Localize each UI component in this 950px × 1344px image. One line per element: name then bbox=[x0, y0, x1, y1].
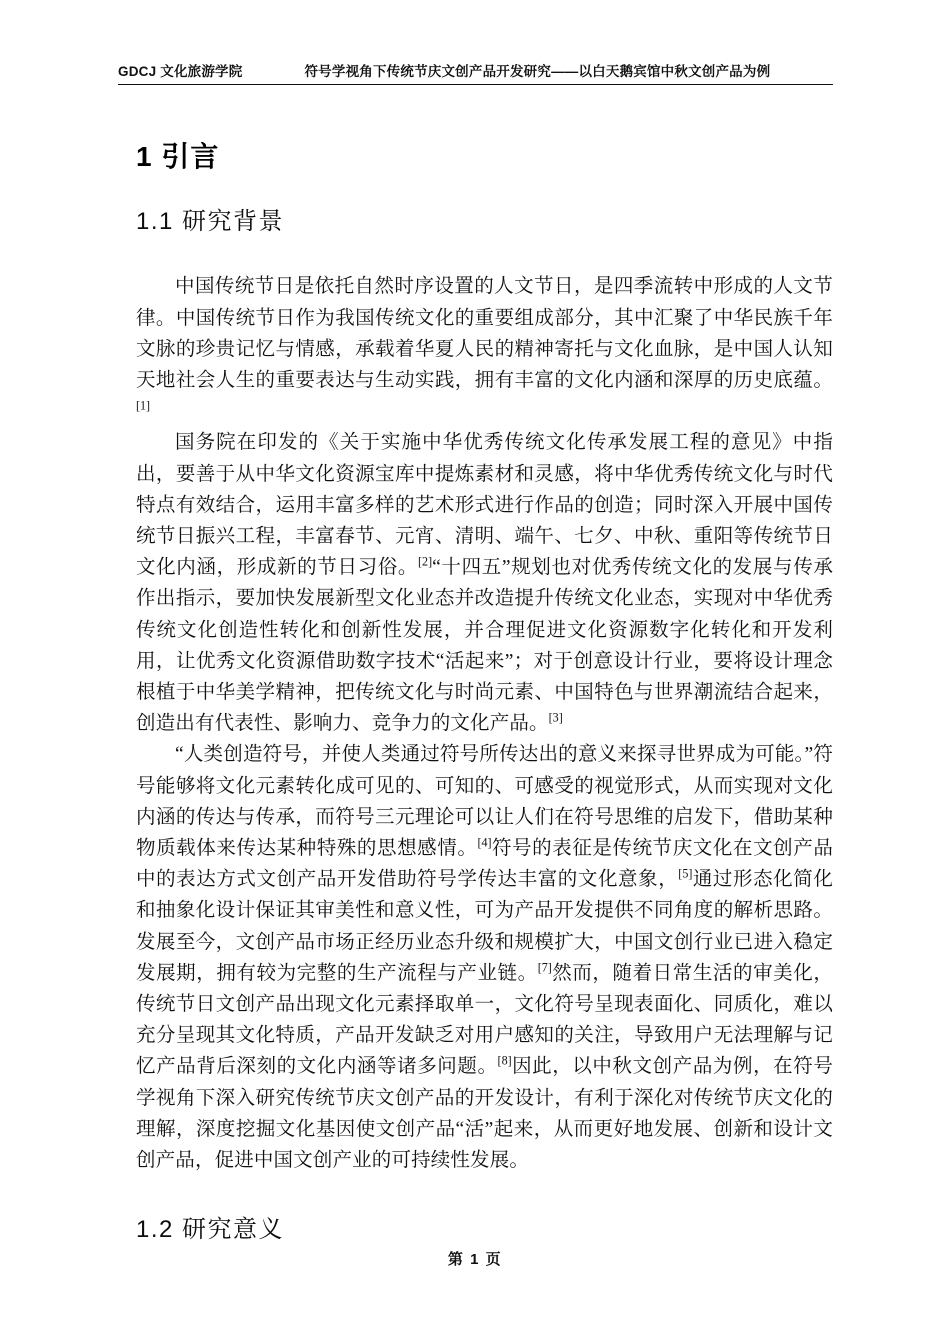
paragraph-3-segment-3: 通过形态化简化和抽象化设计保证其审美性和意义性，可为产品开发提供不同角度的解析思路。发展至今，文创产品市场正经历业态升级和规模扩大，中国文创行业已进入稳定发展期，拥有较为完整的生产流程与产业链。 bbox=[136, 869, 833, 984]
section-heading-1-2: 1.2 研究意义 bbox=[136, 1216, 285, 1244]
paragraph-3 bbox=[136, 739, 833, 1176]
header-institution: GDCJ 文化旅游学院 bbox=[118, 64, 243, 79]
paragraph-3-segment-2: 符号的表征是传统节庆文化在文创产品中的表达方式文创产品开发借助符号学传达丰富的文化意象， bbox=[136, 838, 833, 891]
citation-ref-4: [4] bbox=[477, 835, 492, 850]
spacer-after-chapter bbox=[136, 174, 833, 208]
paragraph-2-segment-2: “十四五”规划也对优秀传统文化的发展与传承作出指示，要加快发展新型文化业态并改造提升传统文化业态，实现对中华优秀传统文化创造性转化和创新性发展，并合理促进文化资源数字化转化和开发利用，让优秀文化资源借助数字技术“活起来”；对于创意设计行业，要将设计理念根植于中华美学精神，把传统文化与时尚元素、中国特色与世界潮流结合起来，创造出有代表性、影响力、竞争力的文化产品。 bbox=[136, 557, 833, 735]
citation-ref-3: [3] bbox=[548, 710, 563, 725]
chapter-heading: 1 引言 bbox=[136, 141, 220, 172]
paragraph-2-segment-1: 国务院在印发的《关于实施中华优秀传统文化传承发展工程的意见》中指出，要善于从中华文化资源宝库中提炼素材和灵感，将中华优秀传统文化与时代特点有效结合，运用丰富多样的艺术形式进行作品的创造；同时深入开展中国传统节日振兴工程，丰富春节、元宵、清明、端午、七夕、中秋、重阳等传统节日文化内涵，形成新的节日习俗。 bbox=[136, 432, 833, 579]
spacer-before-section-1-2 bbox=[136, 1176, 833, 1216]
header-thesis-title: 符号学视角下传统节庆文创产品开发研究——以白天鹅宾馆中秋文创产品为例 bbox=[304, 64, 771, 79]
section-heading-1-1: 1.1 研究背景 bbox=[136, 207, 285, 235]
paragraph-1-text: 中国传统节日是依托自然时序设置的人文节日，是四季流转中形成的人文节律。中国传统节日作为我国传统文化的重要组成部分，其中汇聚了中华民族千年文脉的珍贵记忆与情感，承载着华夏人民的精神寄托与文化血脉，是中国人认知天地社会人生的重要表达与生动实践，拥有丰富的文化内涵和深厚的历史底蕴。 bbox=[136, 276, 833, 391]
paragraph-3-segment-5: 因此，以中秋文创产品为例，在符号学视角下深入研究传统节庆文创产品的开发设计，有利于深化对传统节庆文化的理解，深度挖掘文化基因使文创产品“活”起来，从而更好地发展、创新和设计文创产品，促进中国文创产业的可持续性发展。 bbox=[136, 1056, 834, 1172]
paragraph-1 bbox=[136, 271, 833, 427]
citation-ref-2: [2] bbox=[418, 554, 433, 569]
spacer-after-section-1-1 bbox=[136, 236, 833, 271]
paragraph-3-segment-1: “人类创造符号，并使人类通过符号所传达出的意义来探寻世界成为可能。”符号能够将文化元素转化成可见的、可知的、可感受的视觉形式，从而实现对文化内涵的传达与传承，而符号三元理论可以让人们在符号思维的启发下，借助某种物质载体来传达某种特殊的思想感情。 bbox=[136, 744, 833, 860]
citation-ref-1: [1] bbox=[136, 398, 151, 413]
header-rule bbox=[118, 84, 833, 85]
paragraph-2 bbox=[136, 427, 833, 739]
running-header-row bbox=[118, 60, 833, 80]
citation-ref-5: [5] bbox=[678, 866, 693, 881]
citation-ref-8: [8] bbox=[497, 1053, 512, 1068]
page-footer bbox=[0, 1248, 950, 1269]
paragraph-3-segment-4: 然而，随着日常生活的审美化，传统节日文创产品出现文化元素择取单一，文化符号呈现表面化、同质化，难以充分呈现其文化特质，产品开发缺乏对用户感知的关注，导致用户无法理解与记忆产品背后深刻的文化内涵等诸多问题。 bbox=[136, 962, 833, 1078]
page-number-label: 第 1 页 bbox=[447, 1251, 503, 1268]
page-content bbox=[136, 140, 833, 1245]
running-header bbox=[118, 60, 833, 90]
citation-ref-7: [7] bbox=[537, 960, 552, 975]
